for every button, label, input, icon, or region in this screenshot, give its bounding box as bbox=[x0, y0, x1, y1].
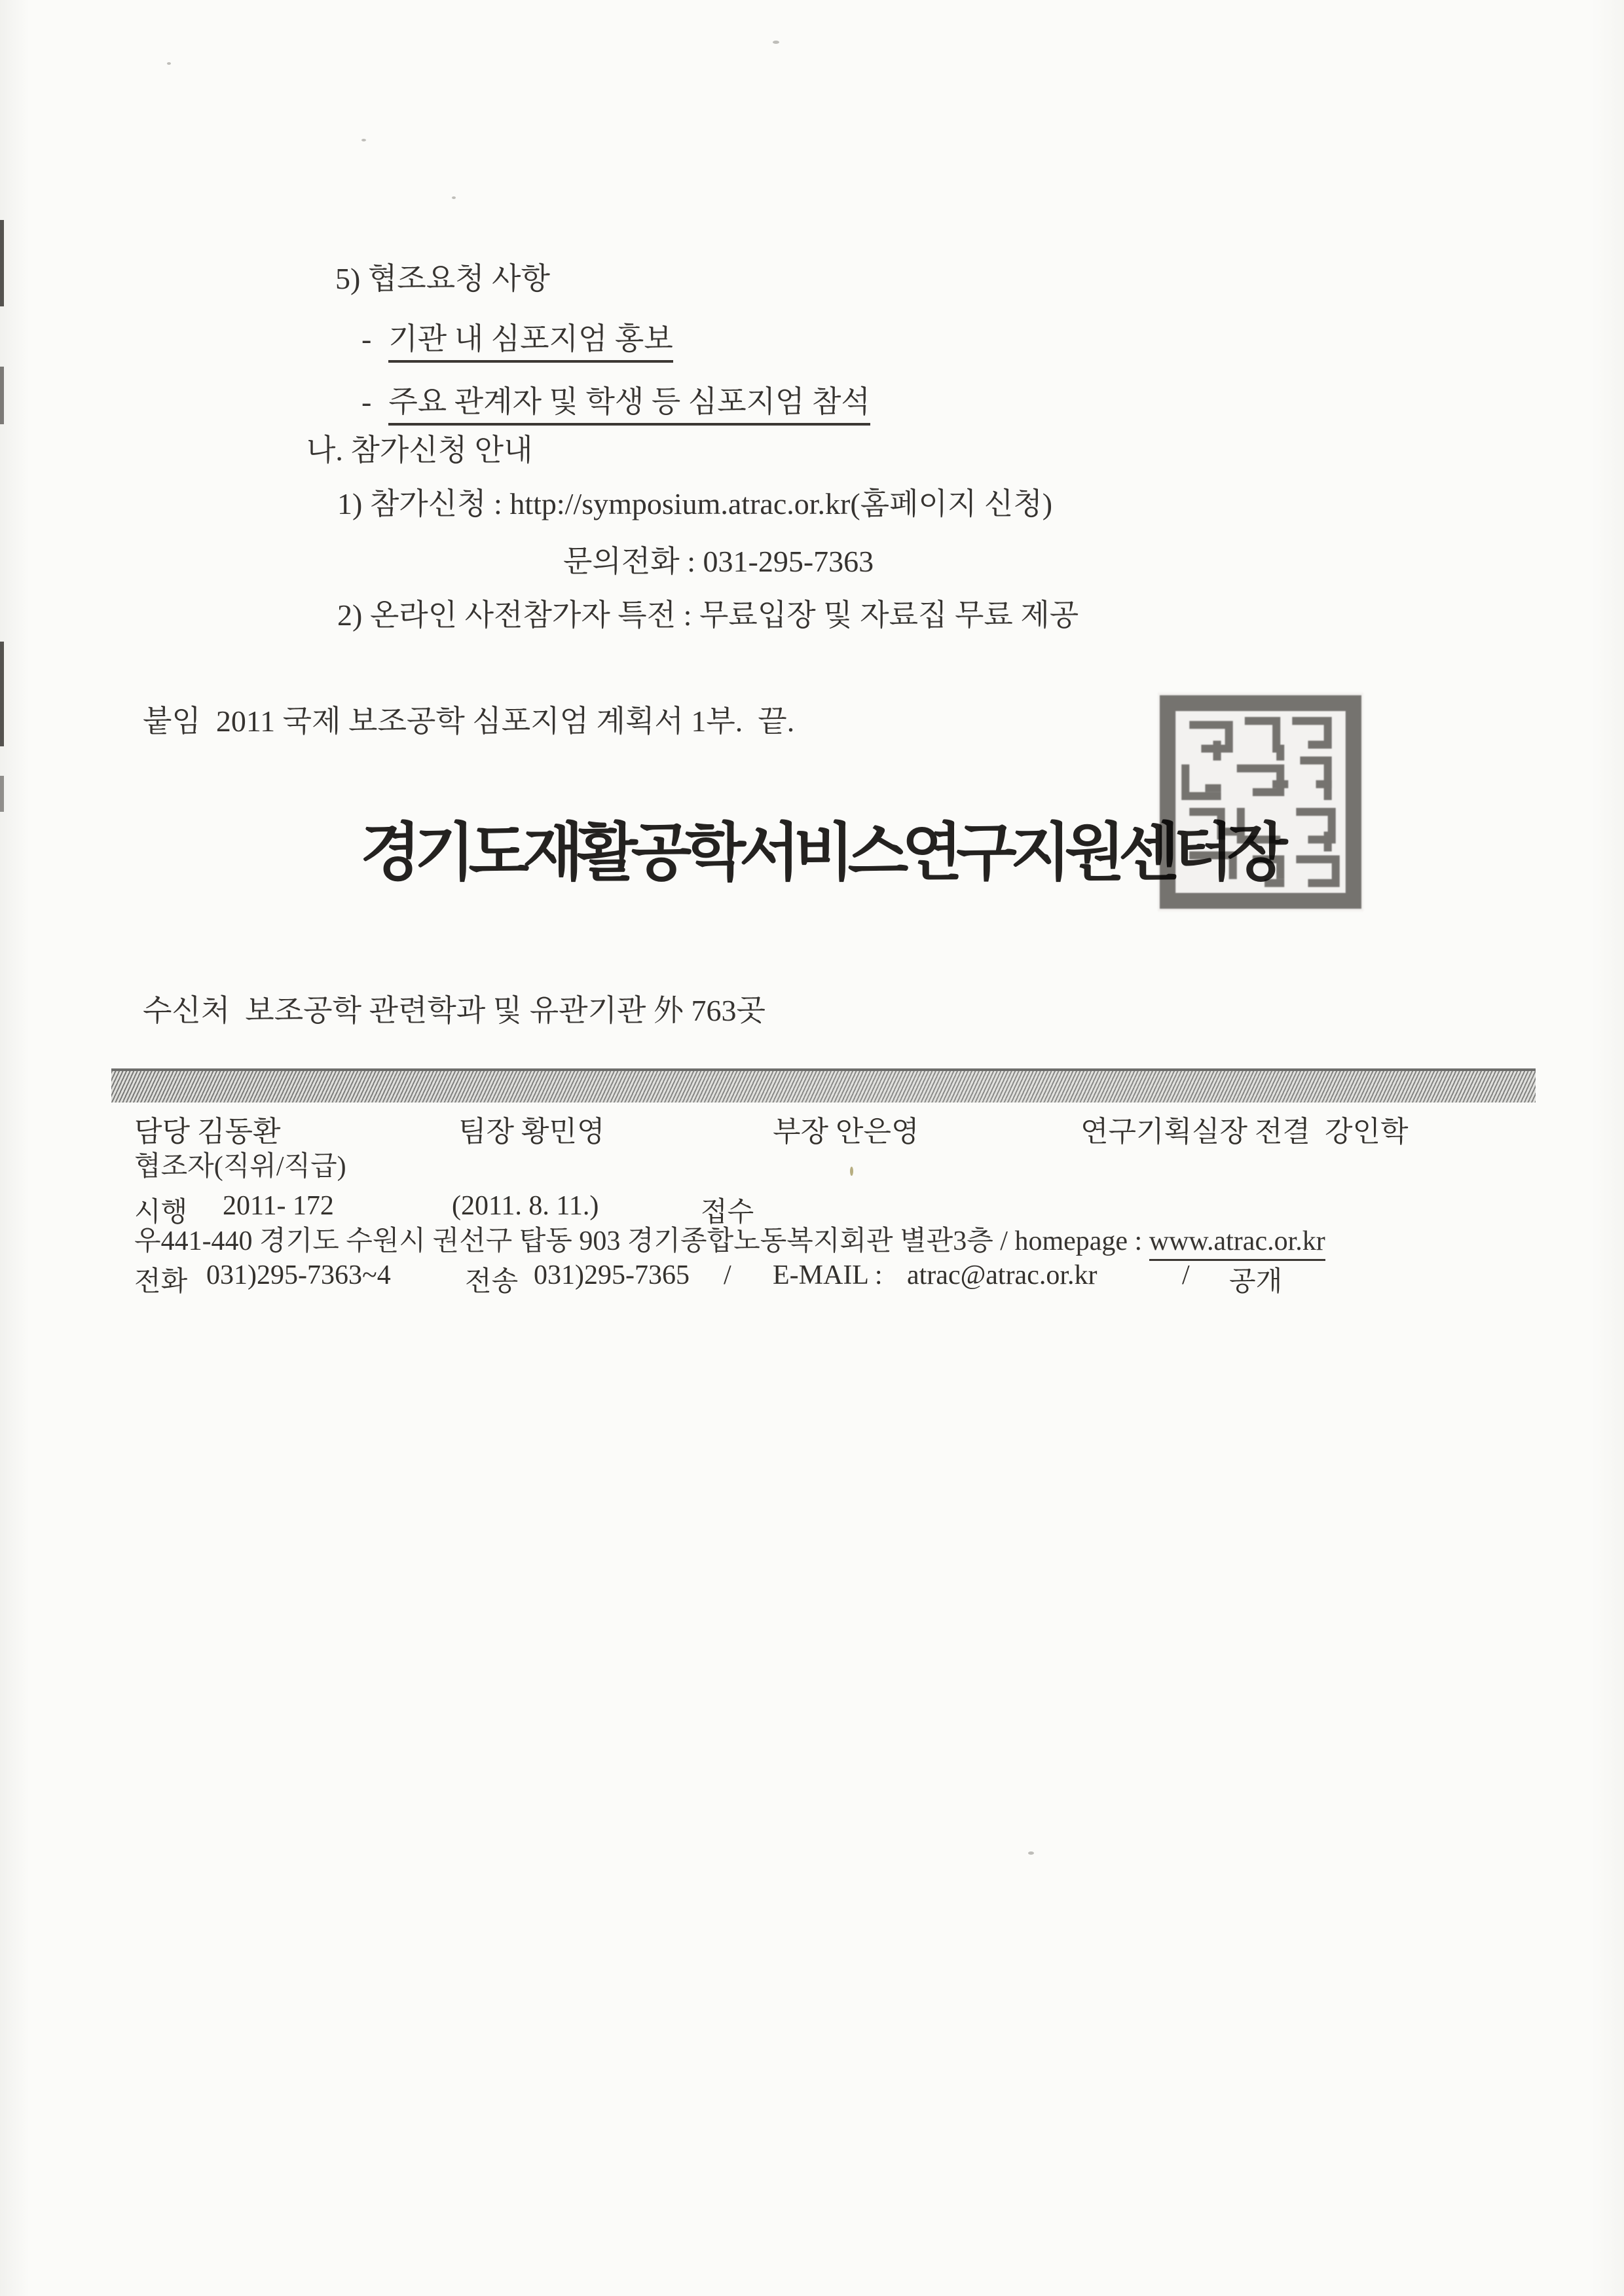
apply-line-1: 1) 참가신청 : http://symposium.atrac.or.kr(홈페이지 신청) bbox=[337, 487, 1053, 520]
issuer-title: 경기도재활공학서비스연구지원센터장 bbox=[360, 818, 1282, 888]
email-address: atrac@atrac.or.kr bbox=[907, 1260, 1098, 1290]
scan-speck bbox=[850, 1167, 853, 1176]
address-line bbox=[134, 1226, 1325, 1257]
execution-label: 시행 bbox=[134, 1197, 188, 1228]
tel-label: 전화 bbox=[134, 1267, 188, 1297]
apply-line-2: 2) 온라인 사전참가자 특전 : 무료입장 및 자료집 무료 제공 bbox=[337, 598, 1079, 632]
homepage-url: www.atrac.or.kr bbox=[1149, 1226, 1325, 1261]
signer-role: 연구기획실장 전결 bbox=[1080, 1116, 1311, 1148]
signer-damdang bbox=[134, 1108, 281, 1150]
email-label: E-MAIL : bbox=[773, 1260, 883, 1290]
underlined-text-attendance: 주요 관계자 및 학생 등 심포지엄 참석 bbox=[388, 385, 870, 426]
address-text: 우441-440 경기도 수원시 권선구 탑동 903 경기종합노동복지회관 별관3층 / homepage : bbox=[134, 1226, 1149, 1256]
receipt-label: 접수 bbox=[701, 1197, 754, 1228]
signature-row bbox=[134, 1108, 1536, 1148]
disclosure-label: 공개 bbox=[1229, 1267, 1283, 1297]
fax-label: 전송 bbox=[465, 1267, 519, 1297]
dash-bullet: - bbox=[361, 322, 372, 355]
list-item-attendance bbox=[361, 385, 870, 420]
scan-speck bbox=[773, 41, 779, 44]
contact-row bbox=[134, 1260, 1536, 1295]
separator-bar bbox=[111, 1068, 1536, 1102]
list-item-promotion bbox=[361, 322, 673, 357]
slash-divider: / bbox=[1182, 1260, 1190, 1290]
recipients-line: 수신처 보조공학 관련학과 및 유관기관 外 763곳 bbox=[143, 994, 766, 1027]
cooperator-line: 협조자(직위/직급) bbox=[134, 1152, 346, 1182]
slash-divider: / bbox=[724, 1260, 731, 1290]
scan-speck bbox=[361, 139, 366, 141]
signer-role: 부장 bbox=[773, 1116, 829, 1148]
scan-edge-artifact bbox=[0, 642, 4, 746]
scan-speck bbox=[452, 196, 456, 199]
signer-team-lead bbox=[458, 1108, 605, 1150]
fax-number: 031)295-7365 bbox=[534, 1260, 690, 1290]
scan-edge-artifact bbox=[0, 367, 4, 424]
execution-number: 2011- 172 bbox=[223, 1191, 334, 1221]
section-na-heading: 나. 참가신청 안내 bbox=[306, 433, 533, 467]
list-item-5-heading: 5) 협조요청 사항 bbox=[335, 262, 550, 295]
scan-speck bbox=[167, 62, 171, 65]
execution-row bbox=[134, 1190, 1536, 1226]
seal-graphic bbox=[1158, 693, 1363, 911]
signer-role: 팀장 bbox=[458, 1116, 515, 1148]
scan-edge-artifact bbox=[0, 776, 4, 812]
underlined-text-promotion: 기관 내 심포지엄 홍보 bbox=[388, 322, 673, 363]
signer-name: 강인학 bbox=[1325, 1116, 1409, 1148]
signer-name: 안은영 bbox=[836, 1116, 919, 1148]
attachment-line: 붙임 2011 국제 보조공학 심포지엄 계획서 1부. 끝. bbox=[143, 704, 795, 738]
scan-speck bbox=[1028, 1851, 1034, 1855]
inquiry-phone-line: 문의전화 : 031-295-7363 bbox=[563, 545, 874, 578]
dash-bullet: - bbox=[361, 385, 372, 418]
signer-role: 담당 bbox=[134, 1116, 191, 1148]
signer-name: 황민영 bbox=[521, 1116, 605, 1148]
tel-number: 031)295-7363~4 bbox=[206, 1260, 391, 1290]
official-seal-stamp bbox=[1158, 693, 1363, 911]
signer-name: 김동환 bbox=[197, 1116, 281, 1148]
execution-date: (2011. 8. 11.) bbox=[452, 1191, 599, 1221]
signer-planning-director bbox=[1080, 1108, 1409, 1150]
signer-department-head bbox=[773, 1108, 919, 1150]
scan-edge-artifact bbox=[0, 220, 4, 306]
